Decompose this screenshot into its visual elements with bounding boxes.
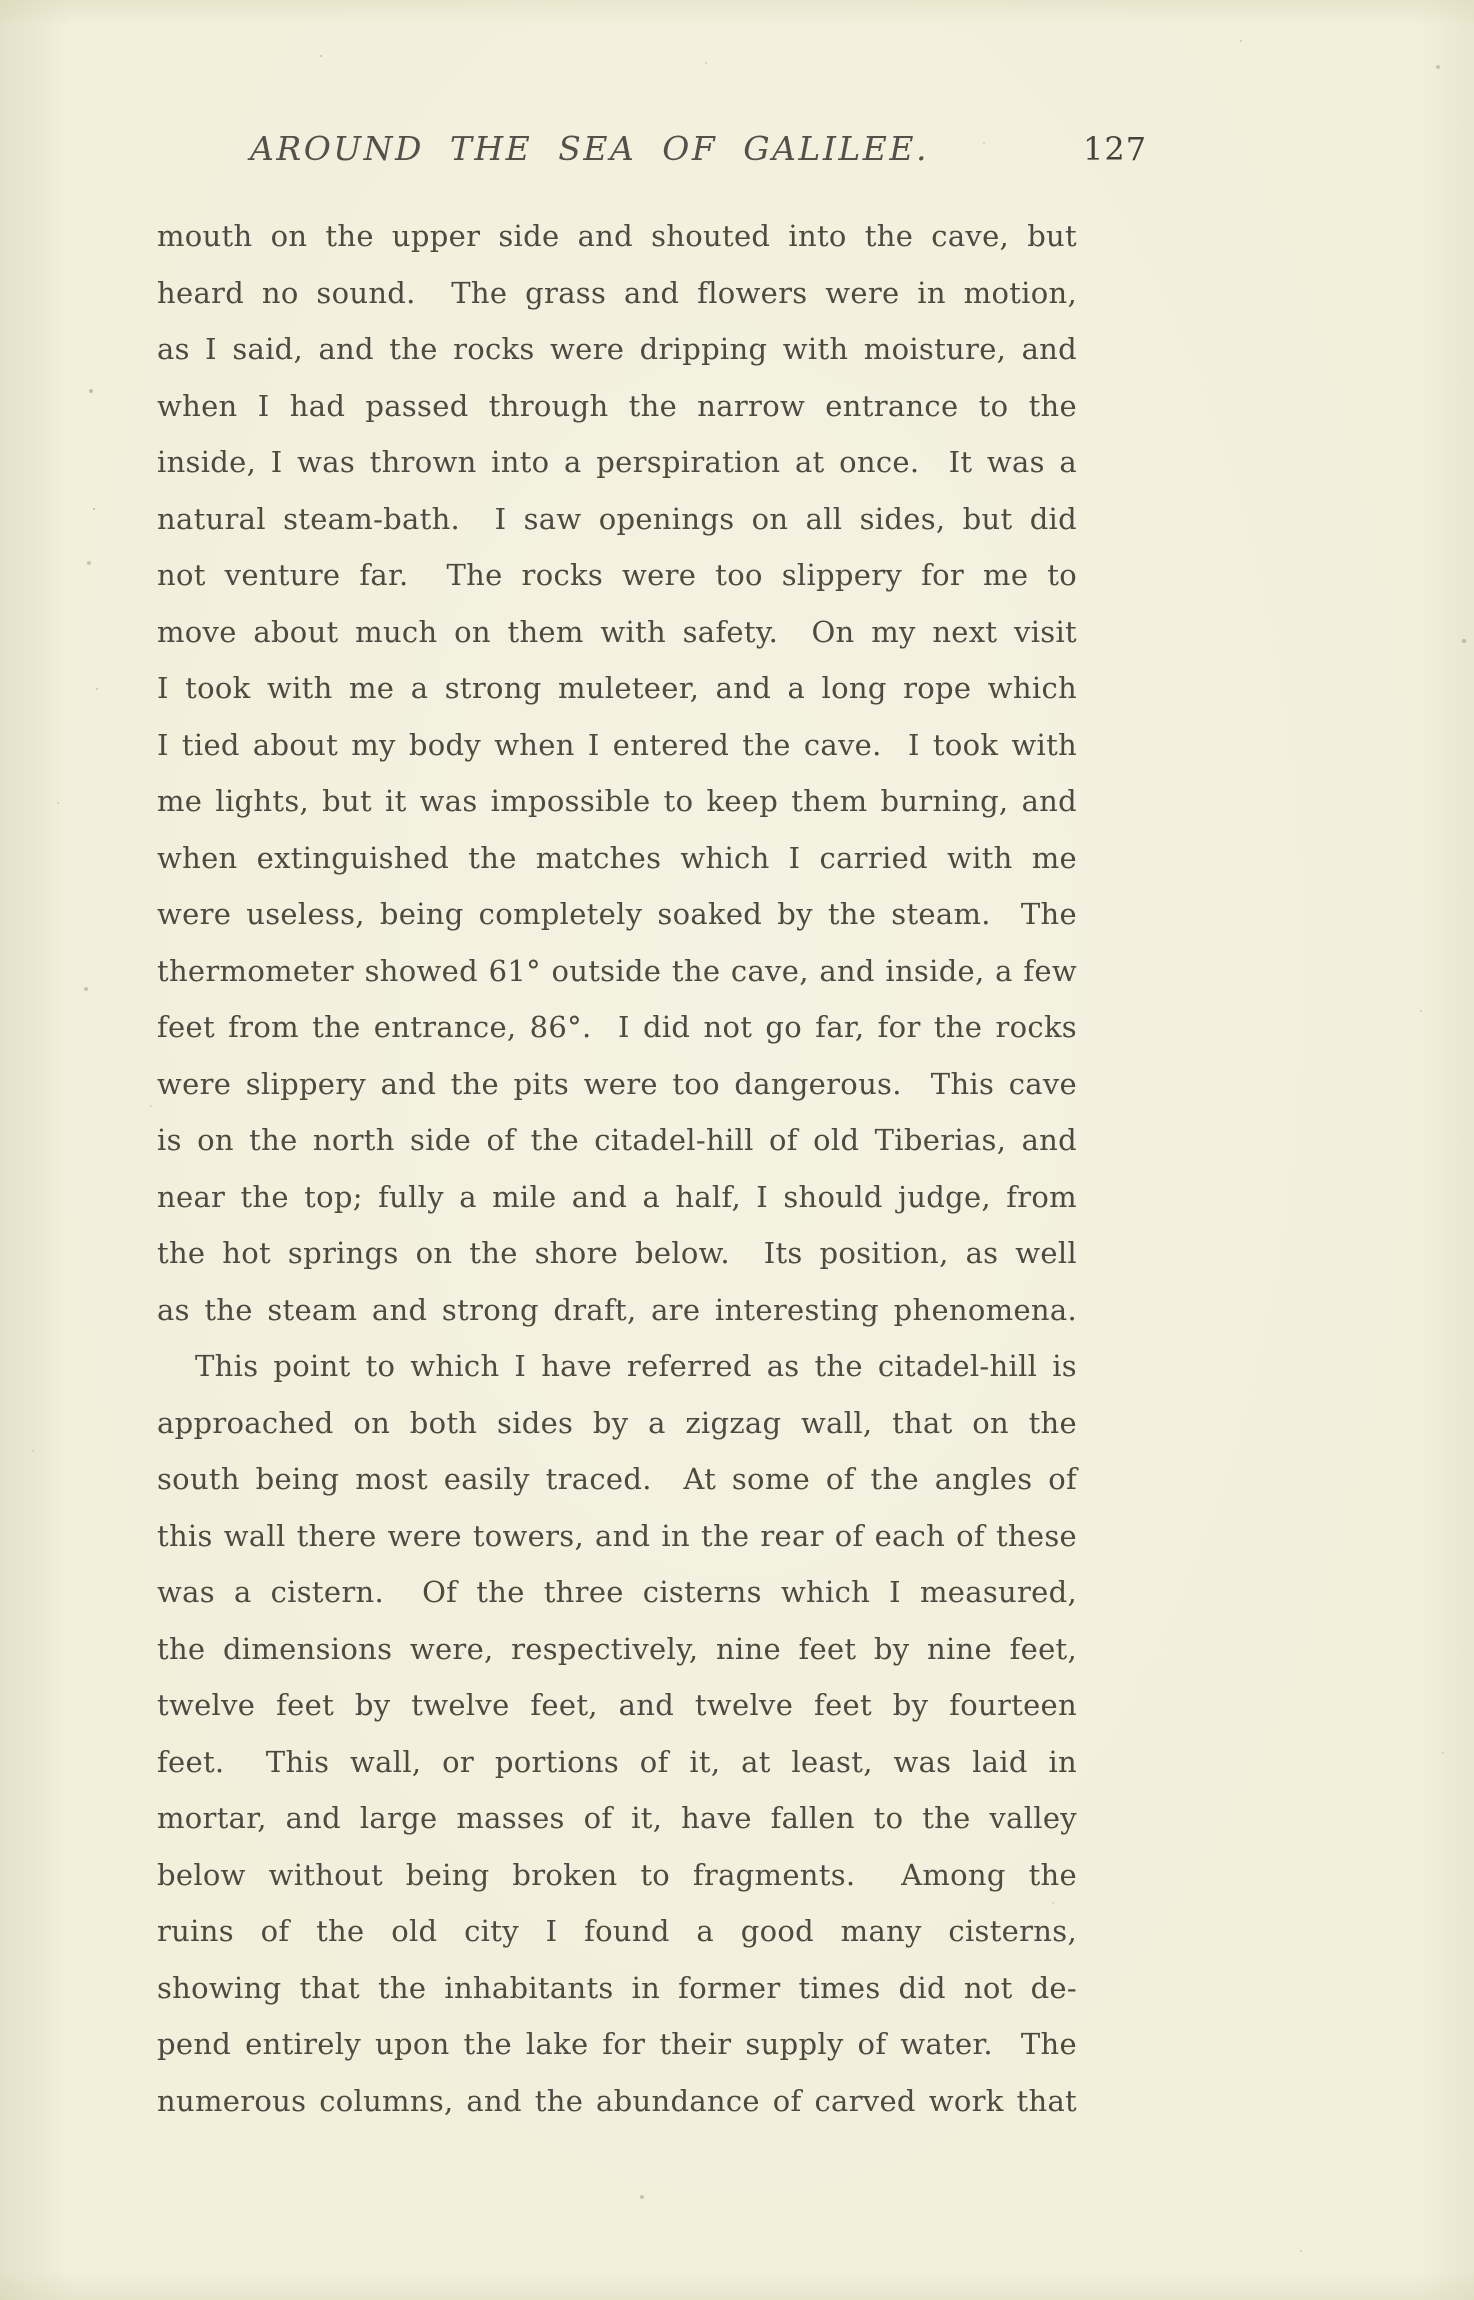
text-line: when I had passed through the narrow entrance to the	[157, 388, 1077, 423]
text-line: not venture far. The rocks were too slippery for me to	[157, 558, 1077, 592]
text-line: feet from the entrance, 86°. I did not go far, for the rocks	[157, 1010, 1077, 1044]
text-line: numerous columns, and the abundance of carved work that	[157, 2083, 1077, 2118]
text-line: near the top; fully a mile and a half, I should judge, from	[157, 1179, 1077, 1214]
text-line: was a cistern. Of the three cisterns which I measured,	[157, 1575, 1077, 1609]
text-line: move about much on them with safety. On my next visit	[157, 614, 1077, 649]
text-line: is on the north side of the citadel-hill of old Tiberias, and	[157, 1123, 1077, 1157]
text-line: me lights, but it was impossible to keep them burning, and	[157, 784, 1077, 818]
text-line: south being most easily traced. At some of the angles of	[157, 1462, 1077, 1496]
text-line: the dimensions were, respectively, nine feet by nine feet,	[157, 1631, 1077, 1666]
body-text	[157, 208, 1077, 2129]
text-line: ruins of the old city I found a good many cisterns,	[157, 1914, 1077, 1948]
running-title: AROUND THE SEA OF GALILEE.	[250, 129, 929, 168]
page-number: 127	[1083, 130, 1148, 168]
text-line: were useless, being completely soaked by the steam. The	[157, 897, 1077, 931]
text-line: the hot springs on the shore below. Its position, as well	[157, 1236, 1077, 1270]
text-line: as the steam and strong draft, are interesting phenomena.	[157, 1292, 1077, 1327]
text-line: This point to which I have referred as the citadel-hill is	[195, 1349, 1077, 1383]
text-line: heard no sound. The grass and flowers were in motion,	[157, 275, 1077, 310]
text-line: were slippery and the pits were too dangerous. This cave	[157, 1066, 1077, 1101]
paper-specks	[0, 0, 2, 2]
text-line: I took with me a strong muleteer, and a long rope which	[157, 671, 1077, 705]
text-line: pend entirely upon the lake for their supply of water. The	[157, 2027, 1077, 2061]
text-line: natural steam-bath. I saw openings on all sides, but did	[157, 501, 1077, 536]
text-line: thermometer showed 61° outside the cave, and inside, a few	[157, 953, 1077, 988]
text-line: I tied about my body when I entered the cave. I took with	[157, 727, 1077, 762]
text-line: below without being broken to fragments. Among the	[157, 1857, 1077, 1892]
page-header	[157, 126, 1148, 172]
text-line: as I said, and the rocks were dripping with moisture, and	[157, 332, 1077, 366]
text-line: feet. This wall, or portions of it, at least, was laid in	[157, 1744, 1077, 1779]
text-line: approached on both sides by a zigzag wall, that on the	[157, 1405, 1077, 1440]
text-line: showing that the inhabitants in former times did not de-	[157, 1970, 1077, 2005]
text-line: mouth on the upper side and shouted into the cave, but	[157, 219, 1077, 253]
text-line: this wall there were towers, and in the rear of each of these	[157, 1518, 1077, 1553]
text-line: when extinguished the matches which I carried with me	[157, 840, 1077, 875]
text-line: twelve feet by twelve feet, and twelve feet by fourteen	[157, 1688, 1077, 1722]
text-line: inside, I was thrown into a perspiration at once. It was a	[157, 445, 1077, 479]
text-line: mortar, and large masses of it, have fallen to the valley	[157, 1801, 1077, 1835]
